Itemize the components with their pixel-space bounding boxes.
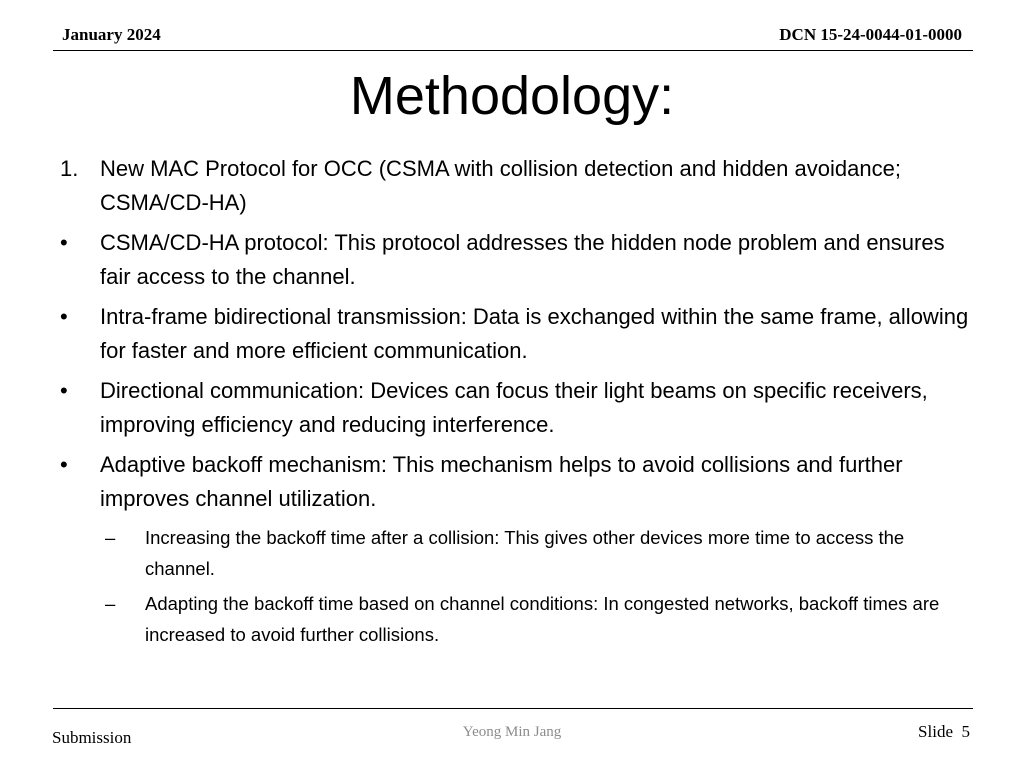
footer-author: Yeong Min Jang bbox=[462, 724, 562, 740]
list-item-bullet bbox=[60, 300, 970, 368]
list-item-text: CSMA/CD-HA protocol: This protocol addresses the hidden node problem and ensures fair access to the channel. bbox=[100, 230, 945, 289]
bullet-marker: • bbox=[60, 230, 68, 255]
list-item-text: New MAC Protocol for OCC (CSMA with collision detection and hidden avoidance; CSMA/CD-HA) bbox=[100, 156, 901, 215]
slide-title: Methodology: bbox=[349, 66, 675, 126]
bullet-marker: • bbox=[60, 304, 68, 329]
dash-marker: – bbox=[105, 593, 116, 614]
slide-body bbox=[60, 152, 970, 654]
slide-label: Slide bbox=[918, 722, 953, 741]
header-date: January 2024 bbox=[62, 25, 161, 44]
slide-number: 5 bbox=[961, 722, 970, 741]
list-item-bullet bbox=[60, 226, 970, 294]
header-divider bbox=[53, 50, 973, 51]
footer-slide-number bbox=[918, 722, 970, 742]
sub-list-item-text: Adapting the backoff time based on channel conditions: In congested networks, backoff times are increased to avoid further collisions. bbox=[145, 593, 940, 645]
footer-divider bbox=[53, 708, 973, 709]
bullet-marker: • bbox=[60, 452, 68, 477]
sub-list-item bbox=[105, 522, 970, 584]
dash-marker: – bbox=[105, 527, 116, 548]
list-marker: 1. bbox=[60, 156, 79, 181]
list-item-text: Adaptive backoff mechanism: This mechanism helps to avoid collisions and further improves channel utilization. bbox=[100, 452, 903, 511]
footer-submission: Submission bbox=[52, 728, 132, 747]
list-item-text: Directional communication: Devices can focus their light beams on specific receivers, improving efficiency and reducing interference. bbox=[100, 378, 928, 437]
header-doc-number: DCN 15-24-0044-01-0000 bbox=[779, 25, 962, 44]
sub-list-item bbox=[105, 588, 970, 650]
list-item-bullet bbox=[60, 448, 970, 516]
list-item-bullet bbox=[60, 374, 970, 442]
list-item-numbered bbox=[60, 152, 970, 220]
list-item-text: Intra-frame bidirectional transmission: Data is exchanged within the same frame, allowing for faster and more efficient communication. bbox=[100, 304, 969, 363]
sub-list-item-text: Increasing the backoff time after a collision: This gives other devices more time to access the channel. bbox=[145, 527, 905, 579]
bullet-marker: • bbox=[60, 378, 68, 403]
